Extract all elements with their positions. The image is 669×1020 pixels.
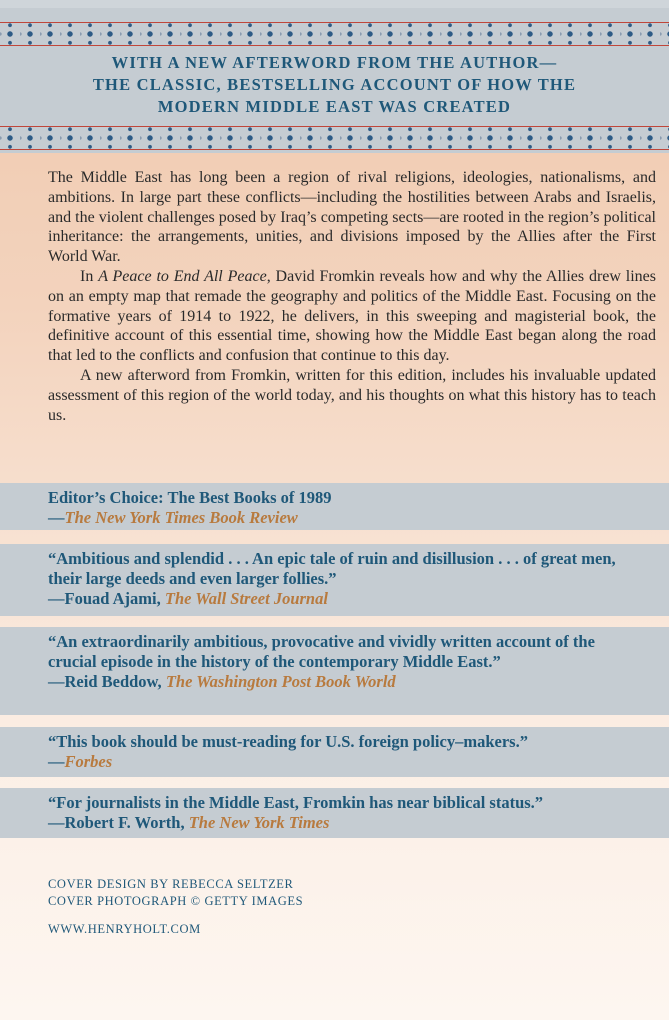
review-quote: “Ambitious and splendid . . . An epic tale of ruin and disillusion . . . of great men, their large deeds and even larger follies.” xyxy=(48,549,616,588)
book-title: A Peace to End All Peace xyxy=(98,267,267,285)
headline-line-1: WITH A NEW AFTERWORD FROM THE AUTHOR— xyxy=(111,53,558,72)
paragraph-2-lead: In xyxy=(80,267,99,285)
top-strip xyxy=(0,0,669,8)
review-attribution: — xyxy=(48,508,65,527)
review-source xyxy=(48,589,621,609)
review-block xyxy=(0,727,669,777)
cover-design-credit: COVER DESIGN BY REBECCA SELTZER xyxy=(48,877,294,891)
review-source xyxy=(48,672,621,692)
review-quote: “For journalists in the Middle East, Fromkin has near biblical status.” xyxy=(48,793,544,812)
headline-line-2: THE CLASSIC, BESTSELLING ACCOUNT OF HOW THE xyxy=(92,75,577,94)
review-attribution: — xyxy=(48,752,65,771)
cover-photo-credit: COVER PHOTOGRAPH © GETTY IMAGES xyxy=(48,894,304,908)
review-block xyxy=(0,788,669,838)
review-quote: “This book should be must-reading for U.S. foreign policy–makers.” xyxy=(48,732,528,751)
review-block xyxy=(0,483,669,530)
review-source xyxy=(48,752,621,772)
book-description xyxy=(48,168,656,425)
description-paragraph-1: The Middle East has long been a region of rival religions, ideologies, nationalisms, and ambitions. In large part these conflicts—including the hostilities between Arabs and Israelis, and the violent challenges posed by Iraq’s competing sects—are rooted in the region’s political inheritance: the arrangements, unities, and divisions imposed by the Allies after the First World War. xyxy=(48,169,656,266)
review-publication: The Wall Street Journal xyxy=(164,589,328,608)
headline-line-3: MODERN MIDDLE EAST WAS CREATED xyxy=(157,97,512,116)
review-publication: The New York Times xyxy=(188,813,330,832)
review-publication: The New York Times Book Review xyxy=(64,508,298,527)
review-attribution: —Robert F. Worth, xyxy=(48,813,189,832)
review-publication: Forbes xyxy=(64,752,113,771)
description-paragraph-3: A new afterword from Fromkin, written for this edition, includes his invaluable updated assessment of this region of the world today, and his thoughts on what this history has to teach us. xyxy=(48,366,656,424)
review-source xyxy=(48,508,621,528)
paragraph-2-body: , David Fromkin reveals how and why the Allies drew lines on an empty map that remade the geography and politics of the Middle East. Focusing on the formative years of 1914 to 1922, he delivers, in this sweeping and magisterial book, the definitive account of this essential time, showing how the Middle East began along the road that led to the conflicts and confusion that continue to this day. xyxy=(48,267,657,365)
review-source xyxy=(48,813,621,833)
headline xyxy=(0,52,669,118)
ornamental-border-bottom xyxy=(0,126,669,150)
review-quote: Editor’s Choice: The Best Books of 1989 xyxy=(48,488,332,507)
publisher-website: WWW.HENRYHOLT.COM xyxy=(48,922,201,936)
review-quote: “An extraordinarily ambitious, provocative and vividly written account of the crucial episode in the history of the contemporary Middle East.” xyxy=(48,632,595,671)
description-paragraph-2 xyxy=(48,267,656,366)
review-block xyxy=(0,627,669,715)
review-publication: The Washington Post Book World xyxy=(165,672,396,691)
review-attribution: —Fouad Ajami, xyxy=(48,589,165,608)
review-block xyxy=(0,544,669,616)
ornamental-border-top xyxy=(0,22,669,46)
review-attribution: —Reid Beddow, xyxy=(48,672,166,691)
